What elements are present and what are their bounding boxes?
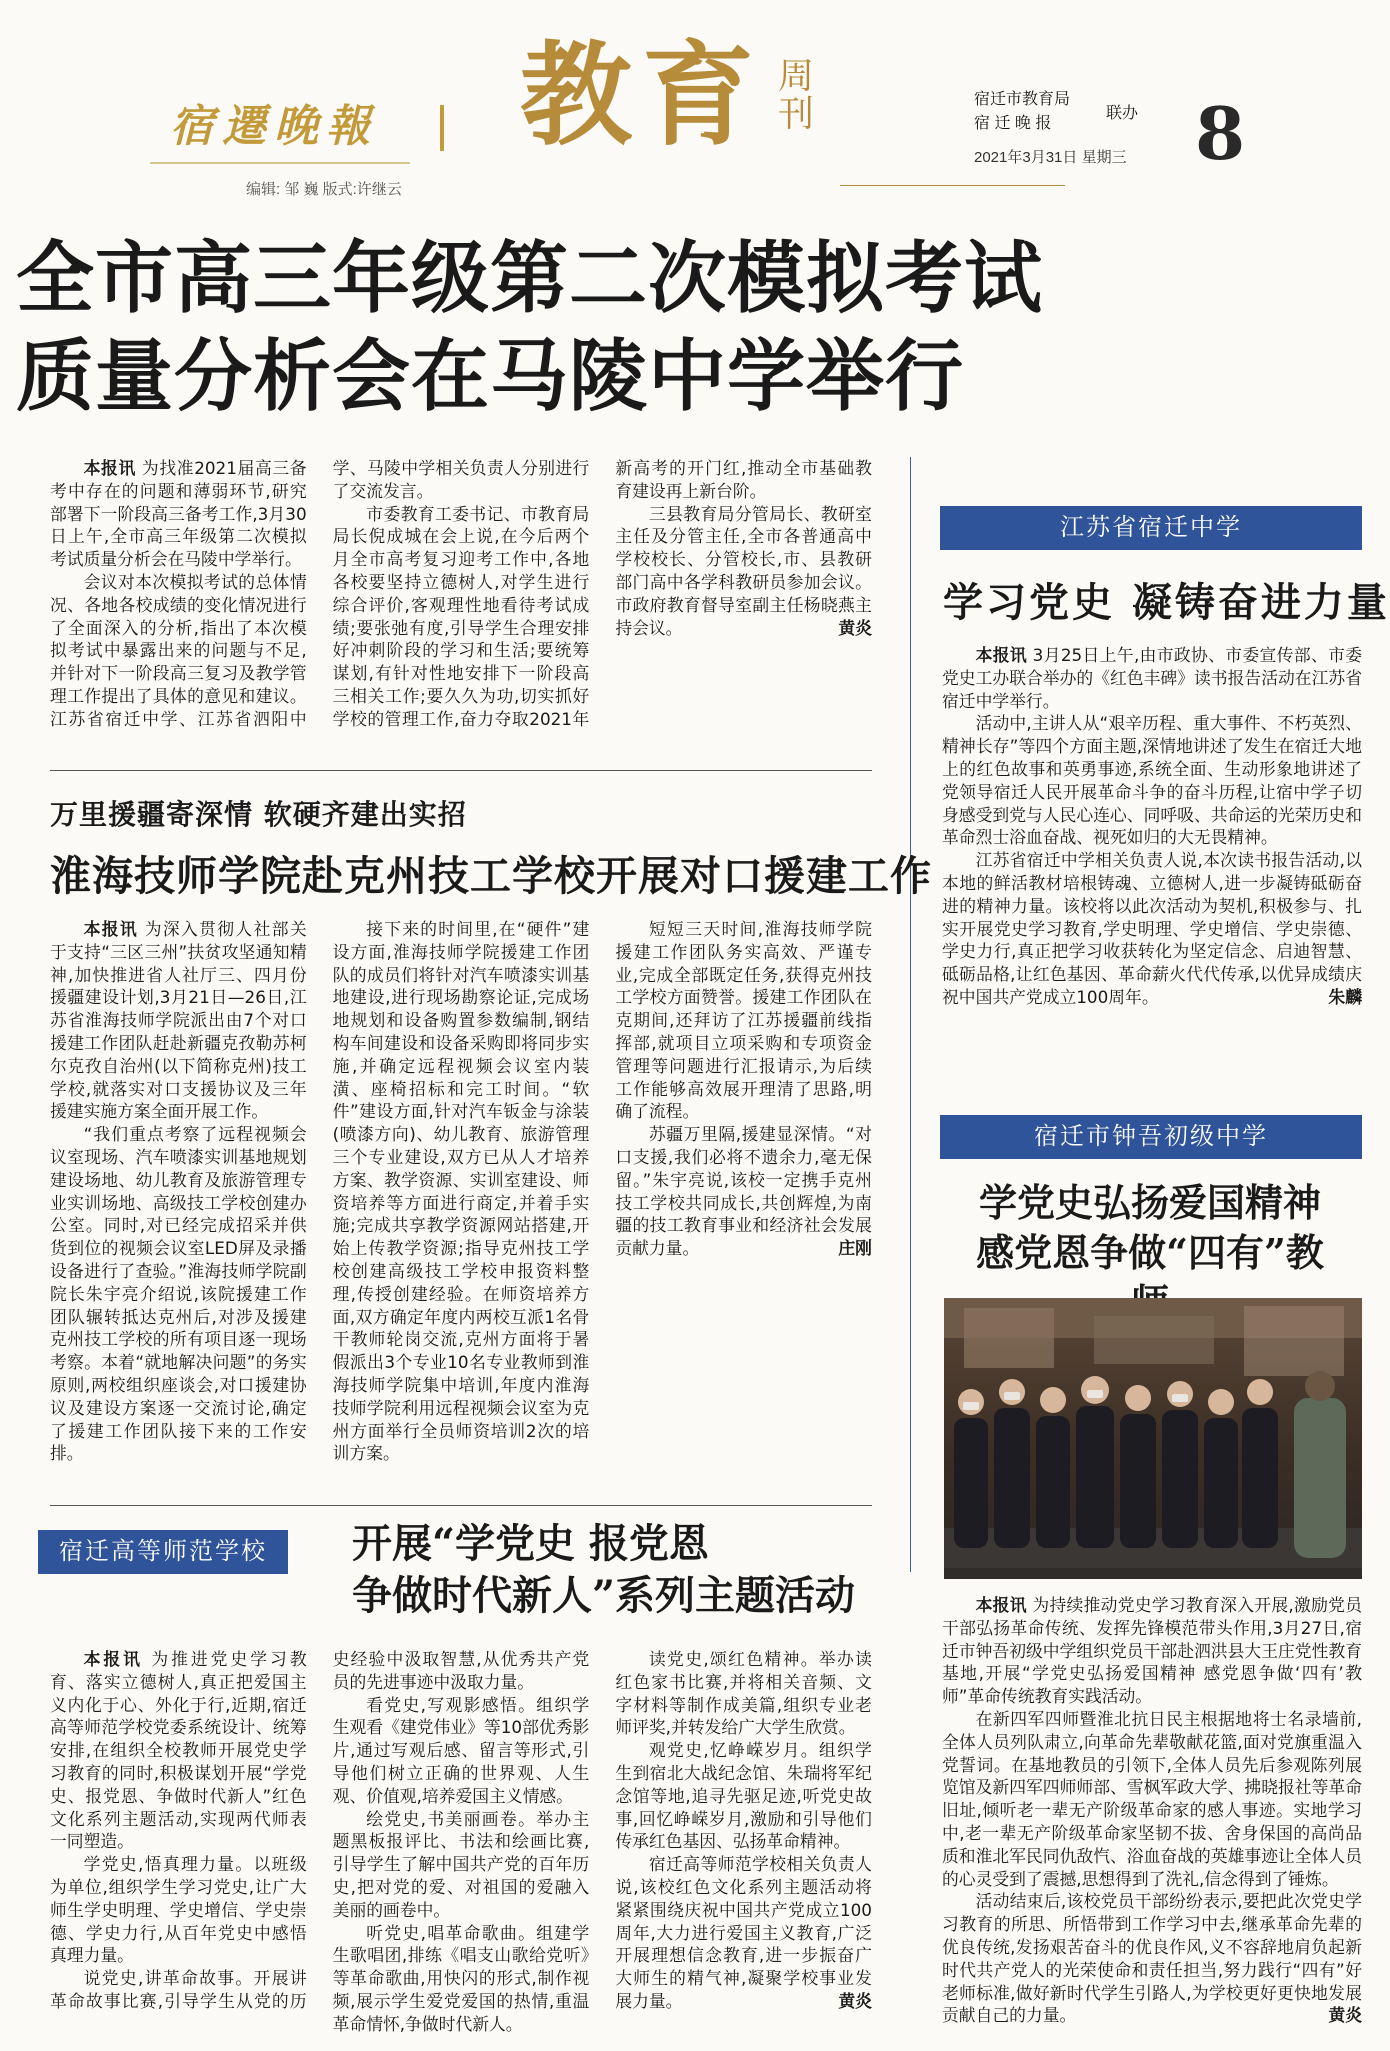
paragraph: 绘党史,书美丽画卷。举办主题黑板报评比、书法和绘画比赛,引导学生了解中国共产党的百年历史,把对党的爱、对祖国的爱融入美丽的画卷中。 — [332, 1808, 590, 1920]
main-headline-line-2: 质量分析会在马陵中学举行 — [16, 331, 965, 422]
story3-body — [50, 1648, 872, 2040]
school-tag: 宿迁高等师范学校 — [38, 1530, 288, 1574]
dateline: 本报讯 — [83, 458, 136, 478]
paragraph: 为找准2021届高三备考中存在的问题和薄弱环节,研究部署下一阶段高三备考工作,3月30日上午,全市高三年级第二次模拟考试质量分析会在马陵中学举行。 — [50, 458, 307, 570]
paragraph: 说党史,讲革命故事。开展讲革命故事比赛,引导学生从党的历史经验中汲取智慧,从优秀共产党员的先进事迹中汲取力量。 — [50, 1649, 590, 2011]
paragraph: 宿迁高等师范学校相关负责人说,该校红色文化系列主题活动将紧紧围绕庆祝中国共产党成立100周年,大力进行爱国主义教育,广泛开展理想信念教育,进一步振奋广大师生的精气神,凝聚学校事业发展力量。 — [615, 1854, 872, 2011]
section-rule — [50, 770, 872, 771]
main-headline — [16, 230, 1043, 426]
school-tag: 江苏省宿迁中学 — [940, 506, 1362, 550]
story3-headline-line-1: 开展“学党史 报党恩 — [352, 1520, 709, 1567]
paragraph: 江苏省宿迁中学相关负责人说,本次读书报告活动,以本地的鲜活教材培根铸魂、立德树人,进一步凝铸砥砺奋进的精神力量。该校将以此次活动为契机,积极参与、扎实开展党史学习教育,学史明理、学史增信、学史崇德、学史力行,真正把学习收获转化为坚定信念、启迪智慧、砥砺品格,让红色基因、革命薪火代代传承,以优异成绩庆祝中国共产党成立100周年。 — [942, 850, 1362, 1007]
story5-headline-line-2: 感党恩争做“四有”教 — [976, 1230, 1324, 1275]
dateline: 本报讯 — [975, 1595, 1027, 1615]
story4-headline: 学习党史 凝铸奋进力量 — [943, 579, 1390, 626]
byline: 朱麟 — [1328, 986, 1362, 1007]
column-rule — [910, 457, 911, 1572]
paragraph: 苏疆万里隔,援建显深情。“对口支援,我们必将不遗余力,毫无保留。”朱宇亮说,该校一定携手克州技工学校共同成长,共创辉煌,为南疆的技工教育事业和经济社会发展贡献力量。 — [615, 1124, 872, 1259]
paragraph: “我们重点考察了远程视频会议室现场、汽车喷漆实训基地规划建设场地、幼儿教育及旅游管理专业实训场地、高级技工学校创建办公室。同时,对已经完成招采并供货到位的视频会议室LED屏及录播设备进行了查验。”淮海技师学院副院长朱宇亮介绍说,该院援建工作团队辗转抵达克州后,对涉及援建克州技工学校的所有项目逐一现场考察。本着“就地解决问题”的务实原则,两校组织座谈会,对口援建协议及建设方案逐一交流讨论,确定了援建工作团队接下来的工作安排。 — [50, 1124, 307, 1464]
paragraph: 活动中,主讲人从“艰辛历程、重大事件、不朽英烈、精神长存”等四个方面主题,深情地讲述了发生在宿迁大地上的红色故事和英勇事迹,系统全面、生动形象地讲述了党领导宿迁人民开展革命斗争的奋斗历程,让宿中学子切身感受到党与人民心连心、同呼吸、共命运的光荣历史和革命烈士浴血奋战、视死如归的大无畏精神。 — [942, 713, 1362, 848]
dateline: 本报讯 — [975, 645, 1027, 665]
story2-headline: 淮海技师学院赴克州技工学校开展对口援建工作 — [50, 852, 932, 900]
paragraph: 短短三天时间,淮海技师学院援建工作团队务实高效、严谨专业,完成全部既定任务,获得克州技工学校方面赞誉。援建工作团队在克期间,还拜访了江苏援疆前线指挥部,就项目立项采购和专项资金管理等问题进行汇报请示,为后续工作能够高效展开理清了思路,明确了流程。 — [615, 919, 872, 1122]
publisher-2: 宿 迁 晚 报 — [974, 115, 1052, 132]
paragraph: 会议对本次模拟考试的总体情况、各地各校成绩的变化情况进行了全面深入的分析,指出了本次模拟考试中暴露出来的问题与不足,并针对下一阶段高三复习及教学管理工作提出了具体的意见和建议。江苏省宿迁中学、江苏省泗阳中学、马陵中学相关负责人分别进行了交流发言。 — [50, 458, 590, 729]
photo-illustration — [944, 1298, 1362, 1579]
school-tag: 宿迁市钟吾初级中学 — [940, 1115, 1362, 1159]
weekly-char-1: 周 — [778, 56, 815, 97]
issue-date: 2021年3月31日 星期三 — [974, 149, 1127, 166]
paragraph: 观党史,忆峥嵘岁月。组织学生到宿北大战纪念馆、朱瑞将军纪念馆等地,追寻先驱足迹,听党史故事,回忆峥嵘岁月,激励和引导他们传承红色基因、弘扬革命精神。 — [615, 1740, 872, 1852]
dateline: 本报讯 — [83, 1649, 143, 1669]
story3-headline — [352, 1518, 855, 1622]
paragraph: 听党史,唱革命歌曲。组建学生歌唱团,排练《唱支山歌给党听》等革命歌曲,用快闪的形式,制作视频,展示学生爱党爱国的热情,重温革命情怀,争做时代新人。 — [332, 1922, 590, 2034]
joint-label: 联办 — [1106, 105, 1139, 122]
editor-credits: 编辑: 邹 巍 版式:许继云 — [246, 181, 402, 198]
publishers — [974, 88, 1070, 136]
paragraph: 在新四军四师暨淮北抗日民主根据地将士名录墙前,全体人员列队肃立,向革命先辈敬献花篮,面对党旗重温入党誓词。在基地教员的引领下,全体人员先后参观陈列展览馆及新四军四师师部、雪枫军政大学、拂晓报社等革命旧址,倾听老一辈无产阶级革命家的感人事迹。实地学习中,老一辈无产阶级革命家坚韧不拔、舍身保国的高尚品质和淮北军民同仇敌忾、浴血奋战的英雄事迹让全体人员的心灵受到了震撼,思想得到了洗礼,信念得到了锤炼。 — [942, 1708, 1362, 1889]
paragraph: 为深入贯彻人社部关于支持“三区三州”扶贫攻坚通知精神,加快推进省人社厅三、四月份援疆建设计划,3月21日—26日,江苏省淮海技师学院派出由7个对口援建工作团队赶赴新疆克孜勒苏柯尔克孜自治州(以下简称克州)技工学校,就落实对口支援协议及三年援建实施方案全面开展工作。 — [50, 919, 307, 1122]
dateline: 本报讯 — [83, 919, 139, 939]
byline: 黄炎 — [1328, 2005, 1362, 2026]
masthead-rule — [840, 185, 1065, 186]
weekly-label — [778, 58, 814, 134]
story5-headline-line-1: 学党史弘扬爱国精神 — [978, 1180, 1321, 1225]
paragraph: 读党史,颂红色精神。举办读红色家书比赛,并将相关音频、文字材料等制作成美篇,组织专业老师评奖,并转发给广大学生欣赏。 — [615, 1649, 872, 1738]
weekly-char-2: 刊 — [778, 93, 815, 135]
section-rule — [50, 1505, 872, 1506]
main-story-body — [50, 457, 872, 745]
byline: 黄炎 — [838, 617, 872, 638]
paragraph: 为持续推动党史学习教育深入开展,激励党员干部弘扬革命传统、发挥先锋模范带头作用,3月27日,宿迁市钟吾初级中学组织党员干部赴泗洪县大王庄党性教育基地,开展“学党史弘扬爱国精神 感党恩争做‘四有’教师”革命传统教育实践活动。 — [942, 1595, 1362, 1707]
byline: 黄炎 — [838, 1990, 872, 2011]
story5-body — [942, 1594, 1362, 2040]
news-photo — [944, 1298, 1362, 1579]
paragraph: 市委教育工委书记、市教育局局长倪成城在会上说,在今后两个月全市高考复习迎考工作中,各地各校要坚持立德树人,对学生进行综合评价,客观理性地看待考试成绩;要张弛有度,引导学生合理安排好冲刺阶段的学习和生活;要统筹谋划,有针对性地安排下一阶段高三相关工作;要久久为功,切实抓好学校的管理工作,奋力夺取2021年新高考的开门红,推动全市基础教育建设再上新台阶。 — [332, 458, 872, 729]
paragraph: 学党史,悟真理力量。以班级为单位,组织学生学习党史,让广大师生学史明理、学史增信、学史崇德、学史力行,从百年党史中感悟真理力量。 — [50, 1854, 307, 1966]
paragraph: 3月25日上午,由市政协、市委宣传部、市委党史工办联合举办的《红色丰碑》读书报告活动在江苏省宿迁中学举行。 — [942, 645, 1362, 711]
paragraph: 活动结束后,该校党员干部纷纷表示,要把此次党史学习教育的所思、所悟带到工作学习中去,继承革命先辈的优良传统,发扬艰苦奋斗的优良作风,义不容辞地肩负起新时代共产党人的光荣使命和责任担当,努力践行“四有”好老师标准,做好新时代学生引路人,为学校更好更快地发展贡献自己的力量。 — [942, 1891, 1362, 2026]
newspaper-logo: 宿遷晚報 — [170, 101, 378, 152]
paragraph: 接下来的时间里,在“硬件”建设方面,淮海技师学院援建工作团队的成员们将针对汽车喷漆实训基地建设,进行现场勘察论证,完成场地规划和设备购置参数编制,钢结构车间建设和设备采购即将同步实施,并确定远程视频会议室内装潢、座椅招标和完工时间。“软件”建设方面,针对汽车钣金与涂装(喷漆方向)、幼儿教育、旅游管理三个专业建设,双方已从人才培养方案、教学资源、实训室建设、师资培养等方面进行商定,并着手实施;完成共享教学资源网站搭建,开始上传教学资源;指导克州技工学校创建高级技工学校申报资料整理,传授创建经验。在师资培养方面,双方确定年度内两校互派1名骨干教师轮岗交流,克州方面将于暑假派出3个专业10名专业教师到淮海技师学院集中培训,年度内淮海技师学院利用远程视频会议室为克州方面举行全员师资培训2次的培训方案。 — [332, 919, 590, 1464]
main-headline-line-1: 全市高三年级第二次模拟考试 — [16, 233, 1044, 324]
story2-body — [50, 918, 872, 1466]
story3-headline-line-2: 争做时代新人”系列主题活动 — [352, 1572, 856, 1619]
paragraph: 看党史,写观影感悟。组织学生观看《建党伟业》等10部优秀影片,通过写观后感、留言等形式,引导他们树立正确的世界观、人生观、价值观,培养爱国主义情感。 — [332, 1694, 590, 1806]
masthead-divider — [440, 105, 444, 151]
paragraph: 三县教育局分管局长、教研室主任及分管主任,全市各普通高中学校校长、分管校长,市、县教研部门高中各学科教研员参加会议。市政府教育督导室副主任杨晓燕主持会议。 — [615, 503, 872, 638]
paragraph: 为推进党史学习教育、落实立德树人,真正把爱国主义内化于心、外化于行,近期,宿迁高等师范学校党委系统设计、统筹安排,在组织全校教师开展党史学习教育的同时,积极谋划开展“学党史、报党恩、争做时代新人”红色文化系列主题活动,实现两代师表一同塑造。 — [50, 1649, 307, 1852]
section-title: 教育 — [520, 30, 764, 161]
story4-body — [942, 644, 1362, 1098]
page-number: 8 — [1195, 91, 1246, 176]
publisher-1: 宿迁市教育局 — [974, 91, 1071, 108]
byline: 庄刚 — [838, 1238, 872, 1259]
story2-kicker: 万里援疆寄深情 软硬齐建出实招 — [50, 798, 467, 831]
